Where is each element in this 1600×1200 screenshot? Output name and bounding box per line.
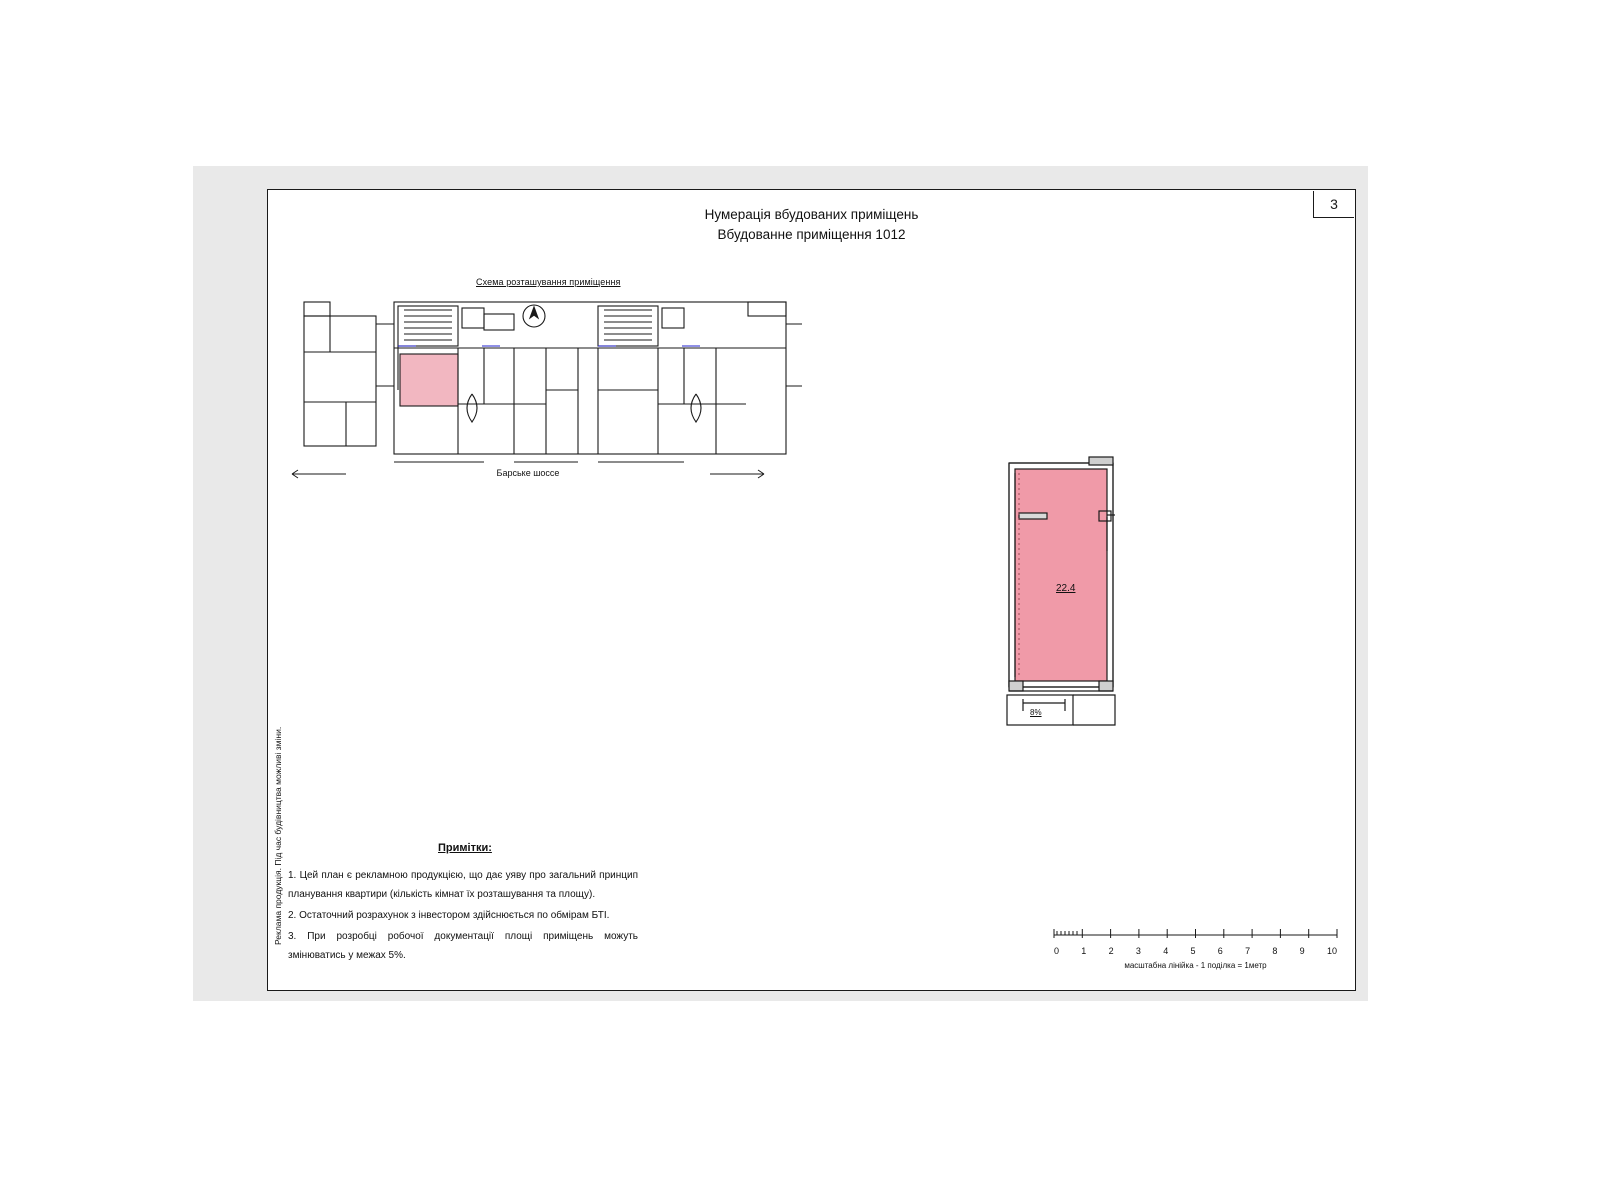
unit-area-label: 22.4 bbox=[1056, 583, 1076, 594]
street-name-label bbox=[268, 468, 788, 480]
title-line-2: Вбудованне приміщення 1012 bbox=[717, 227, 906, 242]
unit-plan-svg bbox=[1003, 455, 1143, 745]
ruler-tick: 6 bbox=[1217, 946, 1223, 956]
note-item-1: 1. Цей план є рекламною продукцією, що дає уяву про загальний принцип планування квартири (кількість кімнат їх розташування та площу). bbox=[288, 870, 638, 900]
note-item-3: 3. При розробці робочої документації площі приміщень можуть змінюватись у межах 5%. bbox=[288, 931, 638, 961]
scale-ruler bbox=[1053, 926, 1338, 970]
drawing-sheet bbox=[267, 189, 1356, 991]
unit-floor-plan bbox=[1003, 455, 1143, 745]
notes-title: Примітки: bbox=[438, 842, 492, 854]
ruler-tick: 3 bbox=[1135, 946, 1141, 956]
side-note: Реклама продукція. Під час будівництва можливі зміни. bbox=[273, 726, 283, 945]
scheme-caption: Схема розташування приміщення bbox=[476, 277, 621, 287]
ruler-tick: 8 bbox=[1272, 946, 1278, 956]
building-location-plan bbox=[286, 294, 806, 484]
location-plan-svg bbox=[286, 294, 806, 484]
ruler-tick: 7 bbox=[1245, 946, 1251, 956]
page-number: 3 bbox=[1330, 196, 1338, 212]
street-arrow-left-icon bbox=[286, 468, 486, 480]
ruler-tick: 9 bbox=[1299, 946, 1305, 956]
ruler-tick: 4 bbox=[1163, 946, 1169, 956]
side-note-wrap bbox=[268, 190, 283, 945]
scale-ruler-icon bbox=[1053, 927, 1338, 939]
balcony-area-label: 8% bbox=[1030, 708, 1042, 717]
scale-ruler-ticks bbox=[1053, 946, 1338, 956]
ruler-tick: 1 bbox=[1081, 946, 1087, 956]
ruler-tick: 10 bbox=[1326, 946, 1337, 956]
street-label-text: Барське шоссе bbox=[496, 468, 560, 479]
note-item-2: 2. Остаточний розрахунок з інвестором здійснюється по обмірам БТІ. bbox=[288, 910, 610, 921]
ruler-tick: 0 bbox=[1054, 946, 1060, 956]
street-arrow-right-icon bbox=[570, 468, 770, 480]
scale-ruler-caption: масштабна лінійка - 1 поділка = 1метр bbox=[1124, 961, 1267, 970]
ruler-tick: 2 bbox=[1108, 946, 1114, 956]
notes-block bbox=[288, 842, 638, 967]
title-line-1: Нумерація вбудованих приміщень bbox=[704, 207, 919, 222]
ruler-tick: 5 bbox=[1190, 946, 1196, 956]
sheet-title bbox=[268, 205, 1355, 245]
